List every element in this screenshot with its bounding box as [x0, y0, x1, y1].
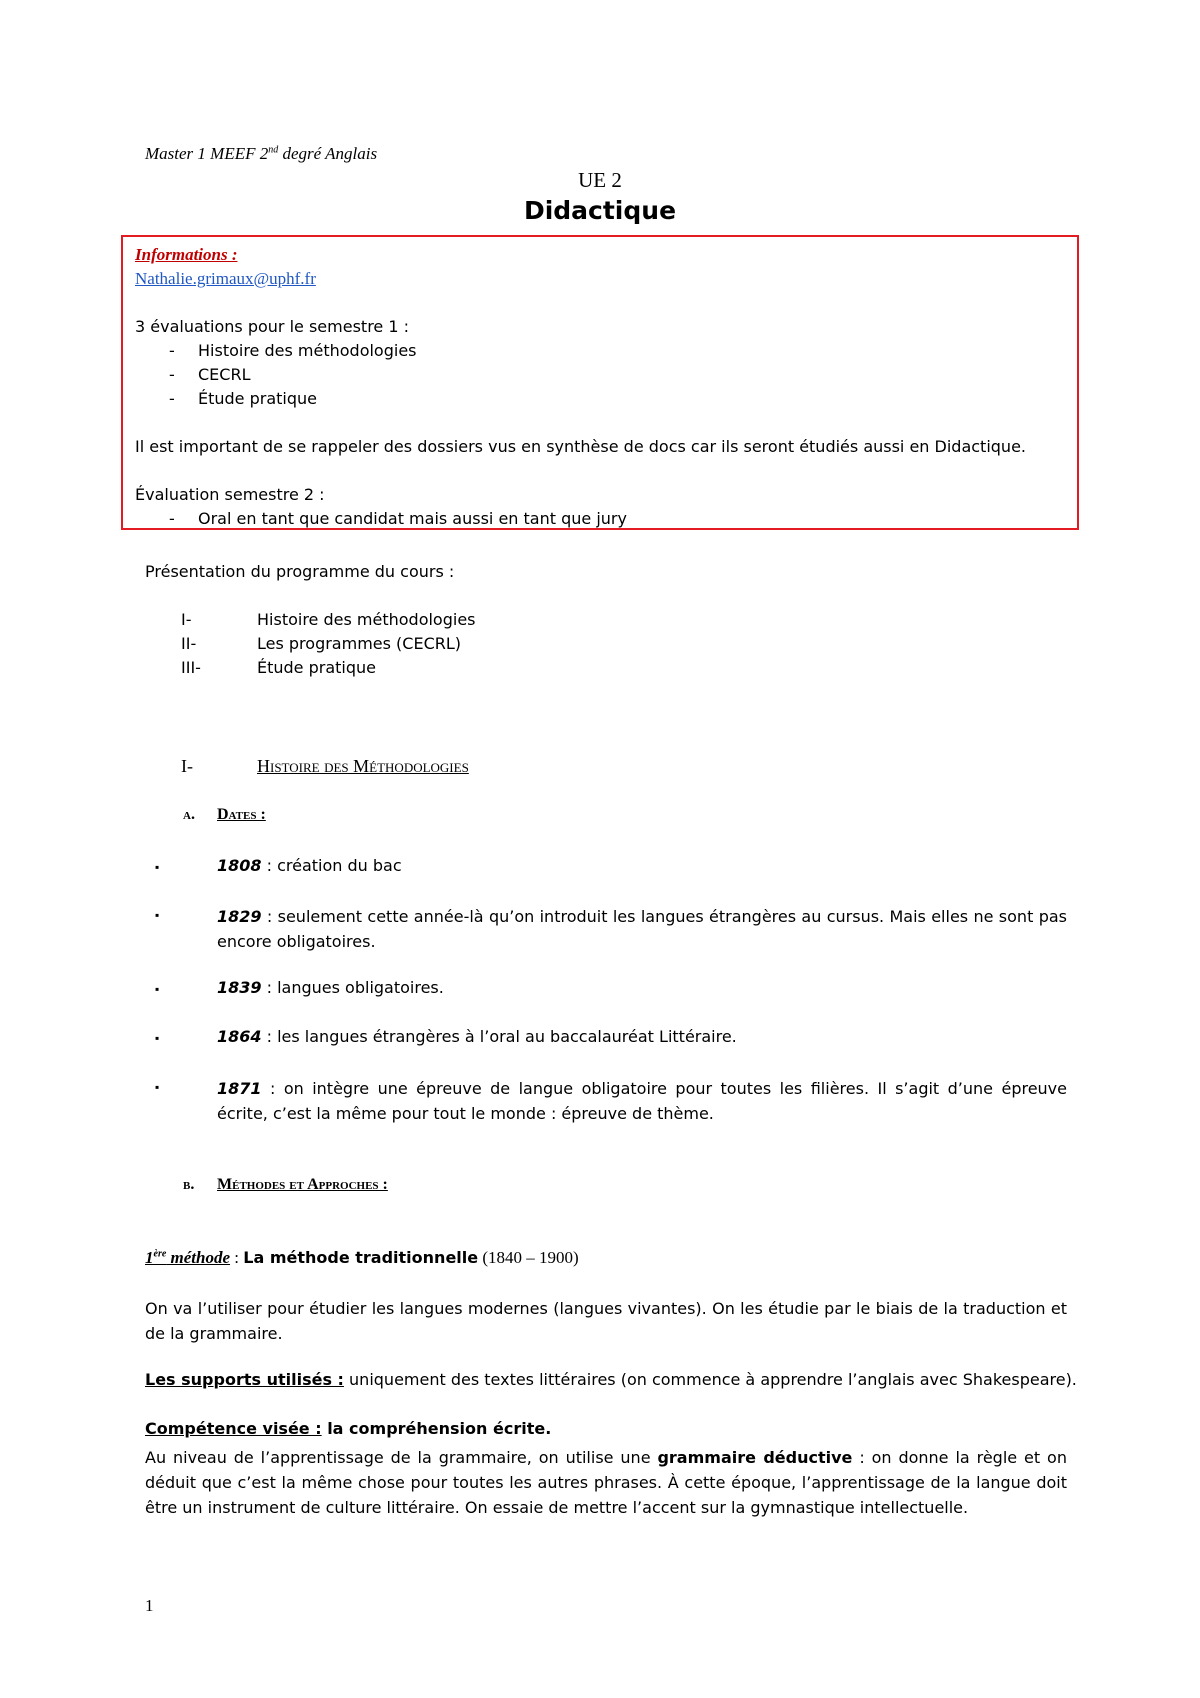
date-year: 1871 [217, 1079, 262, 1098]
eval-s1-item: Étude pratique [198, 389, 318, 408]
eval-s2-intro: Évaluation semestre 2 : [135, 485, 325, 504]
ue-title: UE 2 [578, 168, 622, 192]
program-item-label: Étude pratique [257, 658, 377, 677]
method1-para1: On va l’utiliser pour étudier les langues modernes (langues vivantes). On les étudie par le biais de la traduction et de la grammaire. [145, 1299, 1067, 1343]
program-item-label: Les programmes (CECRL) [257, 634, 462, 653]
course-sup: nd [268, 144, 279, 156]
method1-period: (1840 – 1900) [478, 1248, 579, 1267]
method1-label-sup: ère [153, 1248, 167, 1260]
date-item [217, 1027, 737, 1046]
date-text: : seulement cette année-là qu’on introduit les langues étrangères au cursus. Mais elles ne sont pas encore obligatoires. [217, 907, 1067, 951]
method1-sep: : [230, 1248, 244, 1267]
info-box [121, 235, 1079, 530]
eval-s1-item: Histoire des méthodologies [198, 341, 417, 360]
course-header [145, 144, 377, 164]
date-text: : langues obligatoires. [261, 978, 444, 997]
date-item [217, 978, 444, 997]
bullet-icon: ▪ [155, 1031, 160, 1045]
supports-label: Les supports utilisés : [145, 1370, 344, 1389]
para2-bold: grammaire déductive [657, 1448, 853, 1467]
date-year: 1839 [217, 978, 262, 997]
method1-label-rest: méthode [166, 1248, 231, 1267]
list-dash: - [169, 341, 175, 360]
sub-b-title: Méthodes et Approches : [217, 1176, 388, 1193]
supports-text: uniquement des textes littéraires (on commence à apprendre l’anglais avec Shakespeare). [343, 1370, 1077, 1389]
method1-heading [145, 1248, 579, 1268]
program-item-label: Histoire des méthodologies [257, 610, 476, 629]
program-item [181, 634, 461, 653]
sub-a-num: a. [183, 806, 195, 823]
bullet-icon: ▪ [155, 982, 160, 996]
document-title: Didactique [523, 196, 677, 225]
page-number: 1 [145, 1596, 154, 1615]
date-text: : création du bac [261, 856, 402, 875]
course-suffix: degré Anglais [278, 144, 378, 163]
info-title: Informations : [135, 245, 238, 264]
program-item-num: II- [181, 634, 197, 653]
program-item-num: I- [181, 610, 192, 629]
bullet-icon: ▪ [155, 1080, 160, 1094]
program-item [181, 610, 476, 629]
method1-label-num: 1 [145, 1248, 154, 1267]
date-year: 1808 [217, 856, 262, 875]
program-intro: Présentation du programme du cours : [145, 562, 455, 581]
competence-text: la compréhension écrite. [321, 1419, 552, 1438]
section1-num: I- [181, 756, 193, 776]
list-dash: - [169, 389, 175, 408]
date-item [217, 904, 1067, 954]
method1-label [145, 1248, 230, 1267]
date-year: 1864 [217, 1027, 262, 1046]
eval-s1-item: CECRL [198, 365, 251, 384]
list-dash: - [169, 509, 175, 528]
method1-name: La méthode traditionnelle [243, 1248, 479, 1267]
sub-a-title: Dates : [217, 806, 266, 823]
section1-heading [181, 756, 469, 777]
section1-title: Histoire des Méthodologies [257, 756, 469, 776]
supports-line [145, 1370, 1077, 1389]
sub-a-heading [183, 806, 266, 824]
competence-line [145, 1419, 551, 1438]
para2-part-b: : on donne la règle et on déduit que c’est la même chose pour toutes les autres phrases. À cette époque, l’apprentissage de la langue doit être un instrument de culture littéraire. On essaie de mettre l’accent sur la gymnastique intellectuelle. [145, 1448, 1067, 1517]
eval-s2-item: Oral en tant que candidat mais aussi en tant que jury [198, 509, 627, 528]
bullet-icon: ▪ [155, 908, 160, 922]
date-item [217, 1076, 1067, 1126]
program-item-num: III- [181, 658, 201, 677]
email-link[interactable]: Nathalie.grimaux@uphf.fr [135, 269, 316, 288]
date-year: 1829 [217, 907, 262, 926]
date-text: : on intègre une épreuve de langue obligatoire pour toutes les filières. Il s’agit d’une épreuve écrite, c’est la même pour tout le monde : épreuve de thème. [217, 1079, 1067, 1123]
course-prefix: Master 1 MEEF 2 [145, 144, 269, 163]
para2-part-a: Au niveau de l’apprentissage de la grammaire, on utilise une [145, 1448, 658, 1467]
list-dash: - [169, 365, 175, 384]
competence-label: Compétence visée : [145, 1419, 322, 1438]
method1-para2 [145, 1445, 1067, 1520]
program-item [181, 658, 376, 677]
date-text: : les langues étrangères à l’oral au baccalauréat Littéraire. [261, 1027, 737, 1046]
eval-s1-intro: 3 évaluations pour le semestre 1 : [135, 317, 409, 336]
sub-b-heading [183, 1176, 388, 1194]
sub-b-num: b. [183, 1176, 195, 1193]
bullet-icon: ▪ [155, 860, 160, 874]
date-item [217, 856, 402, 875]
info-note: Il est important de se rappeler des dossiers vus en synthèse de docs car ils seront étudiés aussi en Didactique. [135, 437, 1026, 456]
